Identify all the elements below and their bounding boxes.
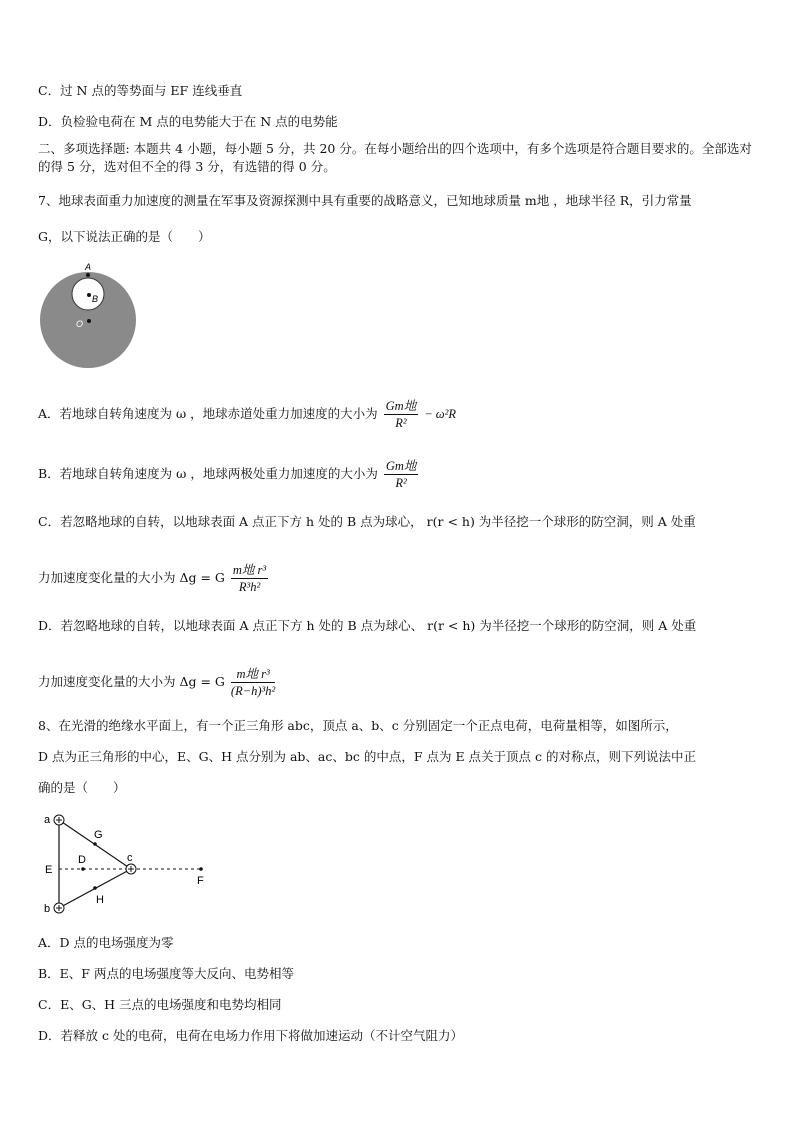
charge-b — [54, 903, 64, 913]
q7-stem-line2: G，以下说法正确的是（ ） — [38, 229, 211, 244]
q7d-text: 力加速度变化量的大小为 Δg = G — [38, 674, 225, 689]
q6-option-c: C．过 N 点的等势面与 EF 连线垂直 — [38, 83, 243, 98]
earth-figure — [38, 258, 142, 370]
q7a-tail: − ω²R — [424, 407, 456, 421]
q8-option-c: C．E、G、H 三点的电场强度和电势均相同 — [38, 997, 282, 1012]
q7b-text: B．若地球自转角速度为 ω ，地球两极处重力加速度的大小为 — [38, 466, 378, 481]
q7-option-d-line1: D．若忽略地球的自转，以地球表面 A 点正下方 h 处的 B 点为球心、 r(r < h) 为半径挖一个球形的防空洞，则 A 处重 — [38, 618, 697, 633]
label-F: F — [197, 875, 204, 887]
q8-option-b: B．E、F 两点的电场强度等大反向、电势相等 — [38, 966, 294, 981]
q7d-numerator: m地 r³ — [231, 666, 275, 683]
q7b-numerator: Gm地 — [385, 459, 417, 473]
section-2-header: 二、多项选择题: 本题共 4 小题，每小题 5 分，共 20 分。在每小题给出的四个选项中，有多个选项是符合题目要求的。全部选对的得 5 分，选对但不全的得 3 分，有选错的得 0 分。 — [38, 141, 752, 174]
q7-option-a — [38, 398, 456, 431]
q8-option-d: D．若释放 c 处的电荷，电荷在电场力作用下将做加速运动（不计空气阻力） — [38, 1028, 463, 1043]
point-O — [87, 319, 91, 323]
q7-option-c-line1: C．若忽略地球的自转，以地球表面 A 点正下方 h 处的 B 点为球心， r(r < h) 为半径挖一个球形的防空洞，则 A 处重 — [38, 514, 696, 529]
label-H: H — [96, 894, 104, 906]
label-E: E — [45, 864, 53, 876]
q8-stem-line1: 8、在光滑的绝缘水平面上，有一个正三角形 abc，顶点 a、b、c 分别固定一个正点电荷，电荷量相等，如图所示， — [38, 718, 678, 733]
q7a-denominator: R² — [395, 416, 407, 430]
point-G — [93, 842, 97, 846]
point-B — [87, 293, 91, 297]
label-A: A — [85, 262, 92, 272]
triangle-figure — [38, 810, 218, 920]
point-H — [93, 886, 97, 890]
q7d-fraction — [231, 666, 275, 699]
label-a: a — [44, 814, 51, 826]
q7a-text: A．若地球自转角速度为 ω ，地球赤道处重力加速度的大小为 — [38, 406, 378, 421]
point-D — [81, 867, 85, 871]
q7-option-c-line2 — [38, 562, 270, 595]
label-G: G — [94, 829, 103, 841]
q8-stem-line3: 确的是（ ） — [38, 780, 126, 795]
q7c-text: 力加速度变化量的大小为 Δg = G — [38, 570, 225, 585]
q7a-numerator: Gm地 — [385, 399, 417, 413]
q7-stem-line1: 7、地球表面重力加速度的测量在军事及资源探测中具有重要的战略意义，已知地球质量 m地 ，地球半径 R，引力常量 — [38, 193, 692, 208]
q7c-denominator: R³h² — [238, 580, 261, 594]
q8-option-a: A．D 点的电场强度为零 — [38, 935, 174, 950]
q7d-denominator: (R−h)³h² — [230, 684, 276, 698]
point-F — [199, 867, 203, 871]
q7-option-b — [38, 458, 420, 491]
q7c-fraction — [231, 562, 268, 595]
q6-option-d: D．负检验电荷在 M 点的电势能大于在 N 点的电势能 — [38, 114, 338, 129]
q8-stem-line2: D 点为正三角形的中心，E、G、H 点分别为 ab、ac、bc 的中点，F 点为 E 点关于顶点 c 的对称点，则下列说法中正 — [38, 749, 697, 764]
q7b-denominator: R² — [395, 476, 407, 490]
q7c-numerator: m地 r³ — [232, 563, 267, 577]
charge-c — [126, 864, 136, 874]
label-O: O — [76, 319, 84, 329]
label-B: B — [92, 294, 99, 304]
label-D: D — [78, 854, 86, 866]
point-A — [86, 273, 90, 277]
charge-a — [54, 815, 64, 825]
q7-option-d-line2 — [38, 666, 277, 699]
label-b: b — [44, 903, 51, 915]
q7a-fraction — [384, 398, 419, 431]
label-c: c — [127, 852, 133, 864]
q7b-fraction — [384, 458, 419, 491]
